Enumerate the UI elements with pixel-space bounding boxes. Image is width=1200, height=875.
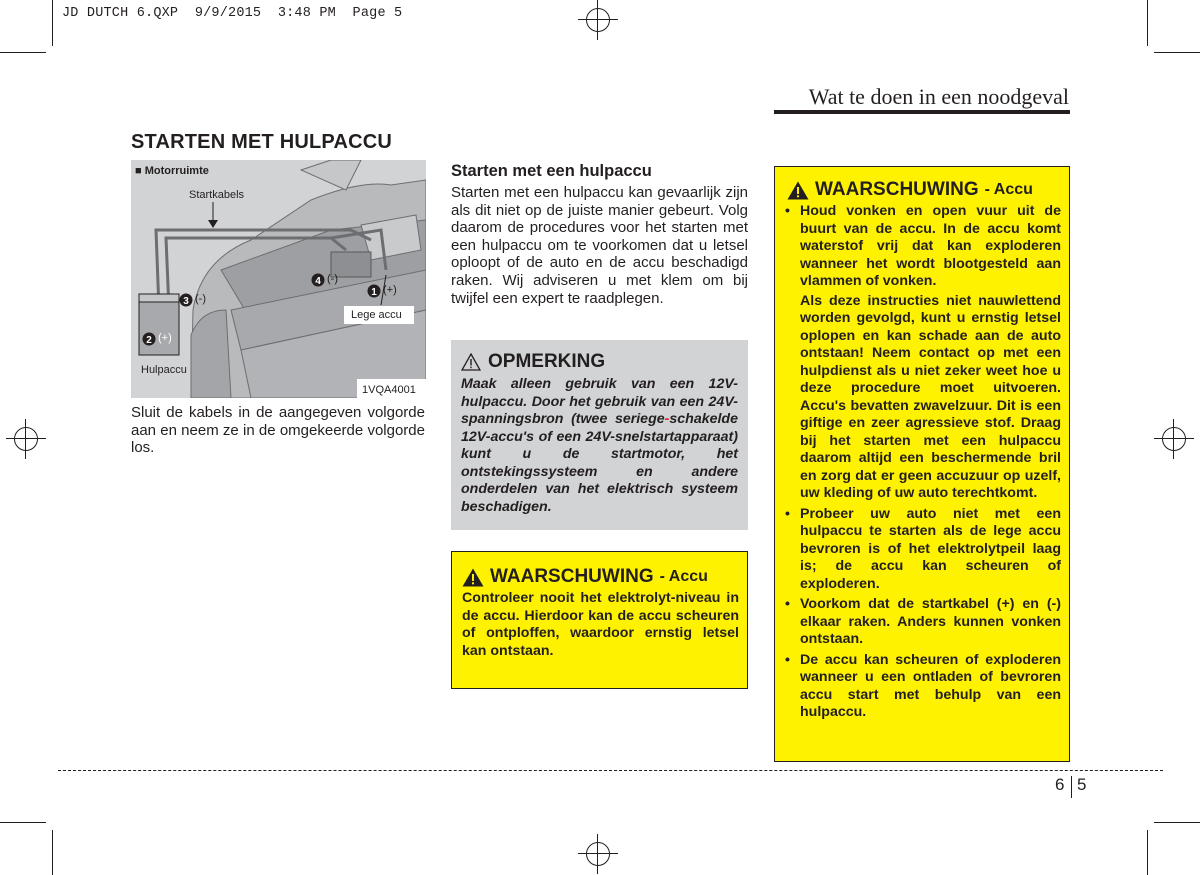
crop-mark <box>1147 0 1148 46</box>
bullet: • <box>785 596 790 612</box>
warning-item: • Houd vonken en open vuur uit de buurt van de accu. In de accu komt waterstof vrij dat kan exploderen wanneer het wordt blootgesteld aan vlammen of vonken. Als deze instructies niet nauwlettend worden gevolgd, kunt u ernstig letsel oplopen en kan schade aan de auto ontstaan! Neem contact op met een hulpdienst als u niet zeker weet hoe u deze procedure moet uitvoeren. Accu's bevatten zwavelzuur. Dit is een giftige en zeer agressieve stof. Draag bij het starten met een hulpaccu daarom altijd een beschermende bril en zorg dat er geen accuzuur op uzelf, uw kleding of uw auto terechtkomt. <box>785 203 1061 501</box>
marker-3-polarity: (-) <box>195 293 206 305</box>
warning-item: • De accu kan scheuren of exploderen wanneer u een ontladen of bevroren accu start met behulp van een hulpaccu. <box>785 651 1061 720</box>
note-box <box>451 340 748 530</box>
footer-rule <box>58 770 1163 771</box>
warning-triangle-icon <box>787 181 809 200</box>
marker-4-polarity: (-) <box>327 273 338 285</box>
jump-start-section <box>451 162 748 307</box>
registration-mark-top <box>578 0 618 40</box>
print-slug: JD DUTCH 6.QXP 9/9/2015 3:48 PM Page 5 <box>62 6 403 21</box>
caution-triangle-icon <box>461 353 481 371</box>
chapter-number: 6 <box>1055 775 1065 794</box>
section-title: STARTEN MET HULPACCU <box>131 131 393 153</box>
warning-title: WAARSCHUWING - Accu <box>462 566 708 588</box>
note-title <box>461 351 605 373</box>
crop-mark <box>1154 52 1200 53</box>
registration-mark-right <box>1154 419 1194 459</box>
svg-text:3: 3 <box>183 296 189 307</box>
crop-mark <box>52 0 53 46</box>
crop-mark <box>0 822 46 823</box>
running-head-rule <box>774 110 1070 114</box>
warning-title: WAARSCHUWING - Accu <box>787 179 1033 201</box>
page-number-divider <box>1071 776 1072 798</box>
crop-mark <box>52 830 53 875</box>
warning-text: Controleer nooit het elektrolyt-niveau in de accu. Hierdoor kan de accu scheuren of ontploffen, waardoor ernstig letsel kan ontstaan. <box>462 590 739 659</box>
subsection-title: Starten met een hulpaccu <box>451 162 652 180</box>
label-lege-accu: Lege accu <box>351 309 402 321</box>
bullet: • <box>785 651 790 668</box>
registration-mark-left <box>6 419 46 459</box>
registration-mark-bottom <box>578 834 618 874</box>
bullet: • <box>785 505 790 522</box>
note-text: Maak alleen gebruik van een 12V-hulpaccu. Door het gebruik van een 24V-spanningsbron (twee seriege-schakelde 12V-accu's of een 24V-snelstartapparaat) kunt u de startmotor, het ontstekingssysteem en andere onderdelen van het elektrisch systeem beschadigen. <box>461 376 738 515</box>
warning-item: • Probeer uw auto niet met een hulpaccu te starten als de lege accu bevroren is of het elektrolytpeil laag is; de accu kan scheuren of exploderen. <box>785 505 1061 592</box>
car-engine-bay-drawing <box>131 160 426 398</box>
bullet: • <box>785 203 790 219</box>
jump-start-illustration <box>131 160 426 398</box>
running-head: Wat te doen in een noodgeval <box>808 84 1069 109</box>
label-startkabels: Startkabels <box>189 189 245 201</box>
svg-text:1: 1 <box>371 287 377 298</box>
svg-text:2: 2 <box>146 335 152 346</box>
label-hulpaccu: Hulpaccu <box>141 364 187 376</box>
figure-heading: ■ Motorruimte <box>135 165 209 177</box>
note-title-text: OPMERKING <box>488 351 606 372</box>
warning-box-electrolyte <box>451 551 748 689</box>
svg-text:4: 4 <box>315 276 321 287</box>
page-number: 5 <box>1077 775 1087 794</box>
marker-2-polarity: (+) <box>158 332 172 344</box>
warning-box-battery <box>774 166 1070 762</box>
crop-mark <box>1147 830 1148 875</box>
note-hyphen: - <box>664 411 670 427</box>
warning-list <box>785 203 1061 722</box>
marker-1-polarity: (+) <box>383 284 397 296</box>
warning-triangle-icon <box>462 568 484 587</box>
crop-mark <box>0 52 46 53</box>
warning-item: • Voorkom dat de startkabel (+) en (-) elkaar raken. Anders kunnen vonken ontstaan. <box>785 596 1061 647</box>
crop-mark <box>1154 822 1200 823</box>
figure-code: 1VQA4001 <box>362 384 416 396</box>
subsection-text: Starten met een hulpaccu kan gevaarlijk zijn als dit niet op de juiste manier gebeurt. Volg daarom de procedures voor het starten met een hulpaccu om te voorkomen dat u letsel oploopt of de auto en de accu beschadigd raken. Wij adviseren u met klem om bij twijfel een expert te raadplegen. <box>451 184 748 307</box>
figure-caption: Sluit de kabels in de aangegeven volgorde aan en neem ze in de omgekeerde volgorde los. <box>131 404 425 456</box>
